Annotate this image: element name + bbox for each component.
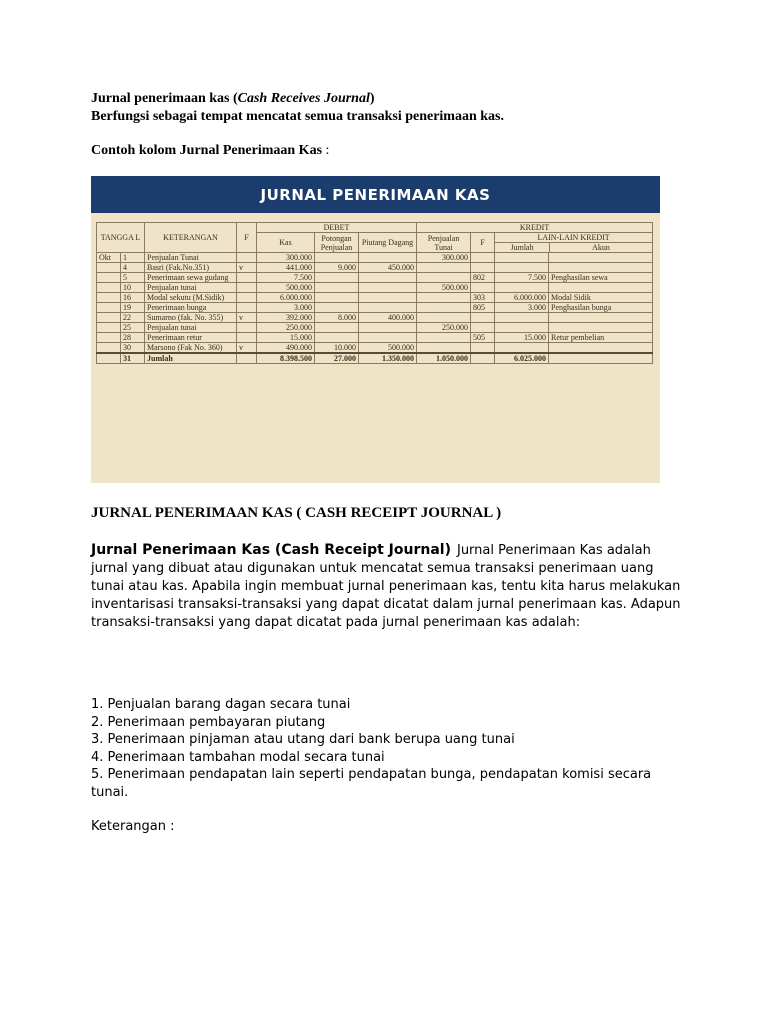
cell-pot: 8.000	[315, 313, 359, 323]
cell-pot	[315, 273, 359, 283]
col-piutang: Piutang Dagang	[359, 233, 417, 253]
cell-akun: Penghasilan bunga	[549, 303, 653, 313]
cell-akun: Modal Sidik	[549, 293, 653, 303]
total-row	[97, 353, 653, 364]
cell-pj	[417, 273, 471, 283]
intro-title: Jurnal penerimaan kas (Cash Receives Journal)	[91, 91, 375, 106]
cell-tgl: 30	[121, 343, 145, 354]
col-f: F	[237, 223, 257, 253]
table-row	[97, 303, 653, 313]
list-item: 4. Penerimaan tambahan modal secara tunai	[91, 749, 385, 765]
total-empty	[471, 353, 495, 364]
col-kredit: KREDIT	[417, 223, 653, 233]
intro-description: Berfungsi sebagai tempat mencatat semua transaksi penerimaan kas.	[91, 109, 504, 124]
cell-pj: 250.000	[417, 323, 471, 333]
cell-f: v	[237, 343, 257, 354]
cell-jml	[495, 283, 549, 293]
col-debet: DEBET	[257, 223, 417, 233]
paragraph-lead: Jurnal Penerimaan Kas (Cash Receipt Journal)	[91, 542, 451, 558]
cell-piut	[359, 253, 417, 263]
cell-ket: Modal sekutu (M.Sidik)	[145, 293, 237, 303]
cell-jml	[495, 263, 549, 273]
cell-f	[237, 323, 257, 333]
list-item: 3. Penerimaan pinjaman atau utang dari bank berupa uang tunai	[91, 732, 515, 747]
table-row	[97, 333, 653, 343]
list-item: 2. Penerimaan pembayaran piutang	[91, 714, 326, 730]
col-keterangan: KETERANGAN	[145, 223, 237, 253]
table-row	[97, 263, 653, 273]
cell-f2: 802	[471, 273, 495, 283]
cell-tgl: 10	[121, 283, 145, 293]
cell-piut	[359, 273, 417, 283]
cell-tgl: 25	[121, 323, 145, 333]
cell-akun	[549, 283, 653, 293]
cell-pot: 10.000	[315, 343, 359, 354]
table-row	[97, 313, 653, 323]
cell-piut: 500.000	[359, 343, 417, 354]
cell-pj: 300.000	[417, 253, 471, 263]
cell-akun: Retur pembelian	[549, 333, 653, 343]
cell-f2: 303	[471, 293, 495, 303]
cell-f	[237, 273, 257, 283]
cell-f2: 505	[471, 333, 495, 343]
contoh-label: Contoh kolom Jurnal Penerimaan Kas :	[91, 143, 330, 158]
cell-piut: 450.000	[359, 263, 417, 273]
table-row	[97, 293, 653, 303]
cell-kas: 7.500	[257, 273, 315, 283]
cell-bulan	[97, 293, 121, 303]
journal-banner: JURNAL PENERIMAAN KAS	[91, 176, 660, 213]
cell-jml	[495, 253, 549, 263]
keterangan-label: Keterangan :	[91, 819, 175, 834]
paragraph-text: Jurnal Penerimaan Kas adalah jurnal yang dibuat atau digunakan untuk mencatat semua transaksi penerimaan uang tunai atau kas. Apabila ingin membuat jurnal penerimaan kas, tentu kita harus melakukan inventarisasi transaksi-transaksi yang dapat dicatat dalam jurnal penerimaan kas. Adapun transaksi-transaksi yang dapat dicatat pada jurnal penerimaan kas adalah:	[91, 543, 681, 630]
journal-body	[97, 253, 653, 364]
cell-kas: 3.000	[257, 303, 315, 313]
total-tgl: 31	[121, 353, 145, 364]
cell-akun	[549, 253, 653, 263]
cell-f	[237, 293, 257, 303]
cell-akun: Penghasilan sewa	[549, 273, 653, 283]
cell-f	[237, 303, 257, 313]
cell-pj	[417, 333, 471, 343]
cell-piut	[359, 293, 417, 303]
cell-ket: Penjualan tunai	[145, 283, 237, 293]
cell-ket: Penjualan Tunai	[145, 253, 237, 263]
cell-pot: 9.000	[315, 263, 359, 273]
cell-kas: 15.000	[257, 333, 315, 343]
col-potongan: Potongan Penjualan	[315, 233, 359, 253]
cell-jml: 7.500	[495, 273, 549, 283]
cell-jml: 6.000.000	[495, 293, 549, 303]
cell-f2	[471, 313, 495, 323]
cell-pot	[315, 283, 359, 293]
cell-pot	[315, 323, 359, 333]
total-pot: 27.000	[315, 353, 359, 364]
total-empty	[549, 353, 653, 364]
cell-jml	[495, 343, 549, 354]
cell-kas: 250.000	[257, 323, 315, 333]
cell-pj	[417, 293, 471, 303]
cell-pj	[417, 343, 471, 354]
cell-kas: 490.000	[257, 343, 315, 354]
cell-bulan	[97, 333, 121, 343]
table-row	[97, 323, 653, 333]
total-pj: 1.050.000	[417, 353, 471, 364]
cell-akun	[549, 323, 653, 333]
cell-bulan	[97, 303, 121, 313]
cell-kas: 441.000	[257, 263, 315, 273]
cell-f: v	[237, 313, 257, 323]
cell-akun	[549, 313, 653, 323]
total-empty	[97, 353, 121, 364]
cell-f2	[471, 253, 495, 263]
list-item: 5. Penerimaan pendapatan lain seperti pendapatan bunga, pendapatan komisi secara tunai.	[91, 767, 652, 800]
cell-ket: Basri (Fak.No.351)	[145, 263, 237, 273]
cell-pj	[417, 303, 471, 313]
cell-jml	[495, 323, 549, 333]
col-penjualan-tunai: Penjualan Tunai	[417, 233, 471, 253]
section-heading: JURNAL PENERIMAAN KAS ( CASH RECEIPT JOURNAL )	[91, 505, 502, 521]
cell-kas: 392.000	[257, 313, 315, 323]
cell-piut	[359, 333, 417, 343]
cell-kas: 500.000	[257, 283, 315, 293]
cell-f	[237, 253, 257, 263]
cell-piut	[359, 283, 417, 293]
col-tanggal: TANGGA L	[97, 223, 145, 253]
cell-f2	[471, 323, 495, 333]
cell-bulan: Okt	[97, 253, 121, 263]
body-paragraph	[91, 541, 681, 632]
cell-tgl: 28	[121, 333, 145, 343]
cell-f: v	[237, 263, 257, 273]
col-lain-lain: LAIN-LAIN KREDIT Jumlah Akun	[495, 233, 653, 253]
cell-pot	[315, 293, 359, 303]
cell-ket: Penerimaan bunga	[145, 303, 237, 313]
total-piut: 1.350.000	[359, 353, 417, 364]
cell-akun	[549, 343, 653, 354]
cell-kas: 6.000.000	[257, 293, 315, 303]
cell-bulan	[97, 323, 121, 333]
col-jumlah: Jumlah	[495, 243, 550, 252]
cell-tgl: 16	[121, 293, 145, 303]
cell-jml: 15.000	[495, 333, 549, 343]
cell-bulan	[97, 263, 121, 273]
intro-block	[91, 90, 504, 126]
transaction-list	[91, 696, 691, 801]
cell-pj: 500.000	[417, 283, 471, 293]
col-kas: Kas	[257, 233, 315, 253]
cell-pot	[315, 333, 359, 343]
cell-akun	[549, 263, 653, 273]
total-kas: 8.398.500	[257, 353, 315, 364]
cell-piut	[359, 303, 417, 313]
list-item: 1. Penjualan barang dagan secara tunai	[91, 697, 351, 712]
cell-f2	[471, 263, 495, 273]
cell-f2: 805	[471, 303, 495, 313]
journal-table	[96, 222, 653, 364]
cell-pot	[315, 303, 359, 313]
col-f2: F	[471, 233, 495, 253]
total-empty	[237, 353, 257, 364]
cell-jml: 3.000	[495, 303, 549, 313]
cell-f	[237, 283, 257, 293]
table-row	[97, 273, 653, 283]
table-row	[97, 253, 653, 263]
cell-ket: Penjualan tunai	[145, 323, 237, 333]
cell-bulan	[97, 313, 121, 323]
table-row	[97, 283, 653, 293]
cell-tgl: 1	[121, 253, 145, 263]
cell-f	[237, 333, 257, 343]
cell-bulan	[97, 283, 121, 293]
cell-piut: 400.000	[359, 313, 417, 323]
cell-tgl: 19	[121, 303, 145, 313]
cell-f2	[471, 343, 495, 354]
cell-tgl: 22	[121, 313, 145, 323]
cell-ket: Penerimaan sewa gudang	[145, 273, 237, 283]
col-akun: Akun	[592, 243, 610, 252]
cell-pj	[417, 313, 471, 323]
cell-piut	[359, 323, 417, 333]
cell-kas: 300.000	[257, 253, 315, 263]
cell-tgl: 5	[121, 273, 145, 283]
cell-bulan	[97, 343, 121, 354]
cell-pj	[417, 263, 471, 273]
cell-ket: Penerimaan retur	[145, 333, 237, 343]
cell-f2	[471, 283, 495, 293]
cell-tgl: 4	[121, 263, 145, 273]
total-ket: Jumlah	[145, 353, 237, 364]
total-jml: 6.025.000	[495, 353, 549, 364]
cell-bulan	[97, 273, 121, 283]
cell-ket: Marsono (Fak No. 360)	[145, 343, 237, 354]
cell-jml	[495, 313, 549, 323]
table-row	[97, 343, 653, 354]
journal-image	[91, 176, 660, 483]
cell-ket: Sumarno (fak. No. 355)	[145, 313, 237, 323]
cell-pot	[315, 253, 359, 263]
